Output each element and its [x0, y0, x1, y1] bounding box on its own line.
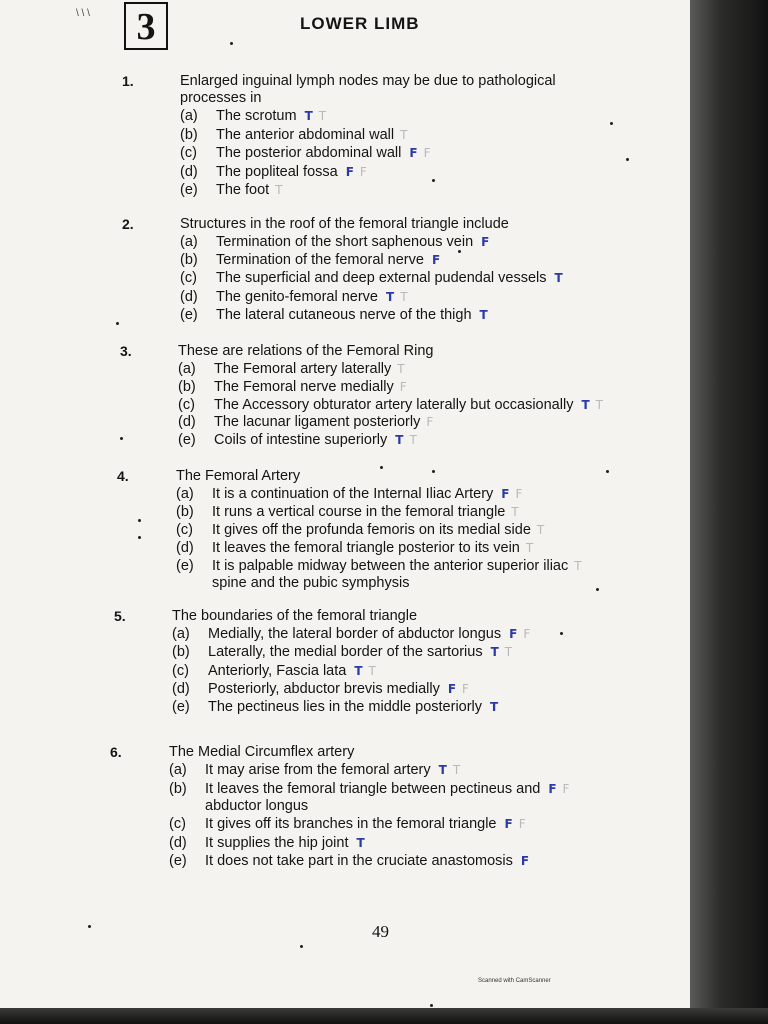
pen-answer-mark: T: [438, 763, 447, 777]
option-label: (b): [180, 126, 198, 143]
scan-speck: [432, 470, 435, 473]
answer-option: [169, 781, 569, 815]
option-label: (c): [178, 396, 195, 413]
option-text: Laterally, the medial border of the sartorius: [208, 644, 483, 661]
question-stem: The Medial Circumflex artery: [169, 744, 355, 760]
option-label: (a): [178, 361, 196, 377]
pencil-answer-mark: F: [423, 146, 431, 160]
pen-answer-mark: T: [356, 835, 365, 850]
answer-option: [169, 762, 460, 779]
scan-speck: [138, 536, 141, 539]
answer-option: [180, 289, 408, 306]
pen-answer-mark: F: [520, 854, 530, 869]
pen-answer-mark: T: [395, 433, 404, 448]
option-label: (a): [169, 762, 187, 778]
answer-option: [180, 182, 283, 199]
option-text: Termination of the short saphenous vein: [216, 234, 474, 250]
option-text: The Accessory obturator artery laterally but occasionally: [214, 396, 574, 413]
option-label: (c): [180, 145, 197, 161]
option-text-continuation: abductor longus: [205, 797, 309, 814]
pencil-answer-mark: T: [452, 763, 461, 777]
answer-option: [180, 252, 440, 269]
answer-option: [176, 522, 544, 539]
scan-speck: [116, 322, 119, 325]
option-label: (c): [180, 270, 197, 287]
option-label: (d): [178, 414, 196, 431]
option-label: (e): [180, 182, 198, 198]
option-label: (e): [169, 853, 187, 870]
option-text: It leaves the femoral triangle posterior to its vein: [212, 540, 520, 556]
option-label: (d): [176, 540, 194, 556]
pencil-answer-mark: T: [400, 289, 408, 304]
pencil-answer-mark: F: [562, 781, 570, 796]
option-text: The Femoral nerve medially: [214, 378, 394, 395]
pencil-answer-mark: F: [426, 415, 434, 430]
option-label: (b): [172, 644, 190, 661]
question-stem: Enlarged inguinal lymph nodes may be due to pathological: [180, 73, 556, 89]
pen-answer-mark: T: [490, 700, 499, 715]
pen-answer-mark: F: [501, 487, 510, 501]
answer-option: [178, 379, 407, 396]
option-label: (b): [178, 378, 196, 395]
option-label: (d): [172, 680, 190, 697]
pencil-answer-mark: T: [574, 559, 582, 573]
answer-option: [180, 164, 367, 181]
question-number: 5.: [114, 608, 126, 624]
answer-option: [169, 816, 526, 833]
pen-answer-mark: F: [481, 235, 490, 249]
answer-option: [169, 835, 365, 852]
option-text-continuation: spine and the pubic symphysis: [212, 575, 410, 591]
scan-speck: [138, 519, 141, 522]
answer-option: [180, 145, 430, 162]
pencil-answer-mark: T: [511, 505, 519, 519]
answer-option: [180, 108, 326, 125]
pencil-answer-mark: T: [536, 523, 545, 537]
option-text: The foot: [216, 182, 270, 198]
option-label: (c): [176, 522, 193, 538]
option-label: (b): [180, 252, 198, 269]
pencil-answer-mark: F: [515, 487, 523, 501]
scan-speck: [230, 42, 233, 45]
pencil-answer-mark: T: [525, 541, 534, 555]
pen-answer-mark: T: [479, 307, 488, 322]
scan-speck: [430, 1004, 433, 1007]
option-text: The lateral cutaneous nerve of the thigh: [216, 306, 472, 323]
question-stem: Structures in the roof of the femoral triangle include: [180, 216, 509, 232]
question-number: 6.: [110, 744, 122, 760]
scan-speck: [458, 250, 461, 253]
option-text: It does not take part in the cruciate anastomosis: [205, 853, 513, 870]
answer-option: [180, 127, 407, 144]
option-text: The popliteal fossa: [216, 163, 338, 180]
question-number: 4.: [117, 468, 129, 484]
option-text: The genito-femoral nerve: [216, 288, 378, 305]
pen-answer-mark: T: [304, 109, 313, 123]
option-text: It leaves the femoral triangle between pectineus and: [205, 780, 541, 797]
option-label: (e): [178, 432, 196, 449]
question-stem: The boundaries of the femoral triangle: [172, 608, 418, 624]
question-number: 1.: [122, 73, 134, 89]
pencil-answer-mark: F: [462, 681, 469, 696]
option-label: (e): [176, 558, 194, 574]
scanner-watermark: Scanned with CamScanner: [478, 978, 551, 984]
answer-option: [169, 853, 529, 870]
pencil-answer-mark: F: [399, 379, 407, 394]
option-text: The posterior abdominal wall: [216, 145, 402, 161]
pen-answer-mark: F: [509, 627, 518, 641]
answer-option: [180, 234, 489, 251]
pencil-answer-mark: T: [368, 663, 376, 678]
question-stem: processes in: [180, 90, 262, 106]
option-text: The scrotum: [216, 108, 297, 124]
pen-answer-mark: F: [447, 681, 457, 696]
pen-answer-mark: T: [354, 663, 363, 678]
option-label: (a): [180, 234, 198, 250]
answer-option: [180, 270, 563, 287]
pen-answer-mark: T: [386, 289, 395, 304]
answer-option: [178, 432, 417, 449]
option-text: It gives off its branches in the femoral triangle: [205, 816, 497, 833]
pencil-answer-mark: T: [409, 433, 417, 448]
scan-speck: [596, 588, 599, 591]
answer-option: [176, 558, 582, 592]
option-label: (d): [169, 834, 187, 851]
answer-option: [176, 486, 522, 503]
pen-answer-mark: F: [409, 146, 418, 160]
option-label: (a): [180, 108, 198, 124]
option-text: It is a continuation of the Internal Iliac Artery: [212, 486, 494, 502]
option-text: It gives off the profunda femoris on its medial side: [212, 522, 531, 538]
question-number: 2.: [122, 216, 134, 232]
scan-speck: [560, 632, 563, 635]
answer-option: [180, 307, 488, 324]
scan-speck: [610, 122, 613, 125]
option-text: Medially, the lateral border of abductor longus: [208, 626, 502, 642]
option-label: (a): [176, 486, 194, 502]
page-number: 49: [372, 922, 389, 941]
option-text: Anteriorly, Fascia lata: [208, 662, 347, 679]
page-title: LOWER LIMB: [300, 14, 420, 33]
option-text: Coils of intestine superiorly: [214, 432, 388, 449]
option-text: It is palpable midway between the anterior superior iliac: [212, 558, 569, 574]
pencil-answer-mark: T: [275, 183, 283, 197]
option-text: It may arise from the femoral artery: [205, 762, 431, 778]
chapter-number-box: 3: [124, 2, 168, 50]
option-text: The lacunar ligament posteriorly: [214, 414, 421, 431]
option-text: The superficial and deep external pudendal vessels: [216, 270, 547, 287]
scan-edge-bottom: [0, 1008, 768, 1024]
answer-option: [172, 626, 530, 643]
answer-option: [178, 361, 405, 378]
pencil-answer-mark: T: [595, 397, 603, 412]
answer-option: [176, 540, 533, 557]
corner-mark: \ \ \: [76, 8, 90, 19]
answer-option: [176, 504, 519, 521]
answer-option: [178, 414, 433, 431]
answer-option: [172, 681, 469, 698]
pen-answer-mark: F: [345, 164, 354, 179]
pencil-answer-mark: T: [318, 109, 327, 123]
scan-edge-right: [690, 0, 768, 1024]
option-label: (d): [180, 163, 198, 180]
scan-speck: [88, 925, 91, 928]
answer-option: [172, 699, 498, 716]
scan-speck: [606, 470, 609, 473]
option-text: Posteriorly, abductor brevis medially: [208, 680, 440, 697]
pen-answer-mark: F: [548, 781, 557, 796]
pencil-answer-mark: T: [397, 362, 405, 376]
option-text: It supplies the hip joint: [205, 834, 349, 851]
option-label: (e): [180, 306, 198, 323]
answer-option: [178, 397, 603, 414]
option-text: Termination of the femoral nerve: [216, 252, 424, 269]
pen-answer-mark: T: [490, 645, 499, 660]
pencil-answer-mark: F: [518, 817, 526, 832]
question-number: 3.: [120, 343, 132, 359]
pen-answer-mark: T: [554, 271, 563, 286]
pencil-answer-mark: F: [523, 627, 531, 641]
pencil-answer-mark: T: [400, 127, 408, 142]
option-text: The pectineus lies in the middle posteriorly: [208, 699, 483, 716]
answer-option: [172, 663, 376, 680]
option-text: It runs a vertical course in the femoral triangle: [212, 504, 506, 520]
pencil-answer-mark: F: [359, 164, 367, 179]
pen-answer-mark: T: [581, 397, 590, 412]
option-label: (c): [172, 662, 189, 679]
scan-speck: [380, 466, 383, 469]
question-stem: These are relations of the Femoral Ring: [178, 343, 434, 359]
option-label: (e): [172, 699, 190, 716]
option-label: (b): [176, 504, 194, 520]
scan-speck: [120, 437, 123, 440]
pen-answer-mark: F: [431, 253, 441, 268]
question-stem: The Femoral Artery: [176, 468, 301, 484]
pencil-answer-mark: T: [504, 645, 513, 660]
scan-speck: [300, 945, 303, 948]
option-text: The anterior abdominal wall: [216, 126, 395, 143]
option-text: The Femoral artery laterally: [214, 361, 392, 377]
option-label: (c): [169, 816, 186, 833]
option-label: (b): [169, 780, 187, 797]
scan-speck: [432, 179, 435, 182]
pen-answer-mark: F: [504, 817, 513, 832]
answer-option: [172, 644, 512, 661]
option-label: (d): [180, 288, 198, 305]
option-label: (a): [172, 626, 190, 642]
scan-speck: [626, 158, 629, 161]
